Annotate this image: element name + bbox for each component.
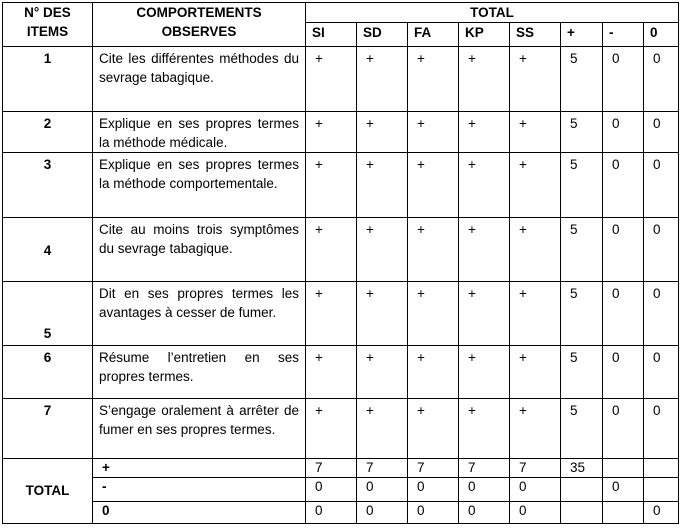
item-row (3, 282, 679, 346)
cell-si: + (306, 47, 357, 112)
cell-ss: + (510, 47, 561, 112)
cell-plus: 5 (561, 218, 603, 282)
total-cell-plus (561, 478, 603, 502)
item-number: 5 (3, 282, 93, 346)
cell-ss: + (510, 399, 561, 459)
total-cell-ss: 0 (510, 502, 561, 524)
cell-plus: 5 (561, 399, 603, 459)
cell-fa: + (408, 282, 459, 346)
total-symbol: + (93, 459, 306, 478)
item-number: 6 (3, 346, 93, 399)
total-cell-fa: 0 (408, 478, 459, 502)
cell-zero: 0 (644, 47, 679, 112)
total-cell-zero: 0 (644, 502, 679, 524)
item-number-header: N° DES ITEMS (3, 3, 93, 47)
cell-plus: 5 (561, 112, 603, 153)
cell-fa: + (408, 112, 459, 153)
total-cell-si: 7 (306, 459, 357, 478)
cell-kp: + (459, 346, 510, 399)
cell-kp: + (459, 282, 510, 346)
cell-minus: 0 (603, 218, 644, 282)
total-cell-fa: 7 (408, 459, 459, 478)
cell-si: + (306, 112, 357, 153)
cell-sd: + (357, 47, 408, 112)
total-cell-ss: 7 (510, 459, 561, 478)
cell-minus: 0 (603, 47, 644, 112)
total-row-plus (3, 459, 679, 478)
column-header-zero: 0 (644, 23, 679, 47)
column-header-ss: SS (510, 23, 561, 47)
cell-zero: 0 (644, 399, 679, 459)
total-cell-plus: 35 (561, 459, 603, 478)
total-cell-minus (603, 459, 644, 478)
cell-zero: 0 (644, 218, 679, 282)
item-row (3, 47, 679, 112)
cell-sd: + (357, 112, 408, 153)
total-cell-sd: 0 (357, 478, 408, 502)
cell-si: + (306, 399, 357, 459)
cell-minus: 0 (603, 399, 644, 459)
item-description: Cite les différentes méthodes du sevrage tabagique. (93, 47, 306, 112)
item-number: 2 (3, 112, 93, 153)
total-cell-sd: 7 (357, 459, 408, 478)
cell-si: + (306, 346, 357, 399)
item-row (3, 346, 679, 399)
total-cell-minus: 0 (603, 478, 644, 502)
cell-fa: + (408, 153, 459, 218)
cell-plus: 5 (561, 282, 603, 346)
cell-fa: + (408, 346, 459, 399)
column-header-kp: KP (459, 23, 510, 47)
total-row-zero (3, 502, 679, 524)
total-cell-zero (644, 478, 679, 502)
total-cell-si: 0 (306, 478, 357, 502)
item-description: Explique en ses propres termes la méthode comportementale. (93, 153, 306, 218)
evaluation-table (2, 2, 679, 524)
header-row-top (3, 3, 679, 23)
cell-minus: 0 (603, 282, 644, 346)
cell-fa: + (408, 399, 459, 459)
cell-zero: 0 (644, 112, 679, 153)
cell-ss: + (510, 282, 561, 346)
item-number: 4 (3, 218, 93, 282)
total-cell-si: 0 (306, 502, 357, 524)
item-number: 7 (3, 399, 93, 459)
cell-kp: + (459, 153, 510, 218)
cell-zero: 0 (644, 282, 679, 346)
behaviors-header: COMPORTEMENTS OBSERVES (93, 3, 306, 47)
cell-kp: + (459, 47, 510, 112)
cell-ss: + (510, 112, 561, 153)
cell-sd: + (357, 346, 408, 399)
cell-plus: 5 (561, 346, 603, 399)
cell-minus: 0 (603, 346, 644, 399)
total-label: TOTAL (3, 459, 93, 524)
cell-sd: + (357, 218, 408, 282)
cell-zero: 0 (644, 153, 679, 218)
total-symbol: 0 (93, 502, 306, 524)
total-cell-sd: 0 (357, 502, 408, 524)
cell-zero: 0 (644, 346, 679, 399)
column-header-plus: + (561, 23, 603, 47)
item-description: S’engage oralement à arrêter de fumer en ses propres termes. (93, 399, 306, 459)
cell-fa: + (408, 218, 459, 282)
item-row (3, 153, 679, 218)
cell-sd: + (357, 399, 408, 459)
cell-si: + (306, 218, 357, 282)
cell-si: + (306, 282, 357, 346)
cell-si: + (306, 153, 357, 218)
cell-fa: + (408, 47, 459, 112)
cell-minus: 0 (603, 112, 644, 153)
total-row-minus (3, 478, 679, 502)
item-description: Résume l’entretien en ses propres termes. (93, 346, 306, 399)
total-cell-minus (603, 502, 644, 524)
cell-ss: + (510, 153, 561, 218)
total-cell-kp: 0 (459, 478, 510, 502)
total-symbol: - (93, 478, 306, 502)
total-cell-kp: 0 (459, 502, 510, 524)
total-cell-zero (644, 459, 679, 478)
cell-sd: + (357, 282, 408, 346)
column-header-fa: FA (408, 23, 459, 47)
total-header: TOTAL (306, 3, 679, 23)
item-description: Explique en ses propres termes la méthode médicale. (93, 112, 306, 153)
item-description: Dit en ses propres termes les avantages à cesser de fumer. (93, 282, 306, 346)
cell-plus: 5 (561, 153, 603, 218)
item-number: 3 (3, 153, 93, 218)
item-description: Cite au moins trois symptômes du sevrage tabagique. (93, 218, 306, 282)
cell-minus: 0 (603, 153, 644, 218)
total-cell-kp: 7 (459, 459, 510, 478)
cell-ss: + (510, 346, 561, 399)
total-cell-plus (561, 502, 603, 524)
cell-ss: + (510, 218, 561, 282)
item-row (3, 112, 679, 153)
item-row (3, 218, 679, 282)
cell-sd: + (357, 153, 408, 218)
column-header-si: SI (306, 23, 357, 47)
item-number: 1 (3, 47, 93, 112)
cell-kp: + (459, 218, 510, 282)
cell-plus: 5 (561, 47, 603, 112)
total-cell-ss: 0 (510, 478, 561, 502)
item-row (3, 399, 679, 459)
cell-kp: + (459, 112, 510, 153)
total-cell-fa: 0 (408, 502, 459, 524)
column-header-minus: - (603, 23, 644, 47)
cell-kp: + (459, 399, 510, 459)
column-header-sd: SD (357, 23, 408, 47)
